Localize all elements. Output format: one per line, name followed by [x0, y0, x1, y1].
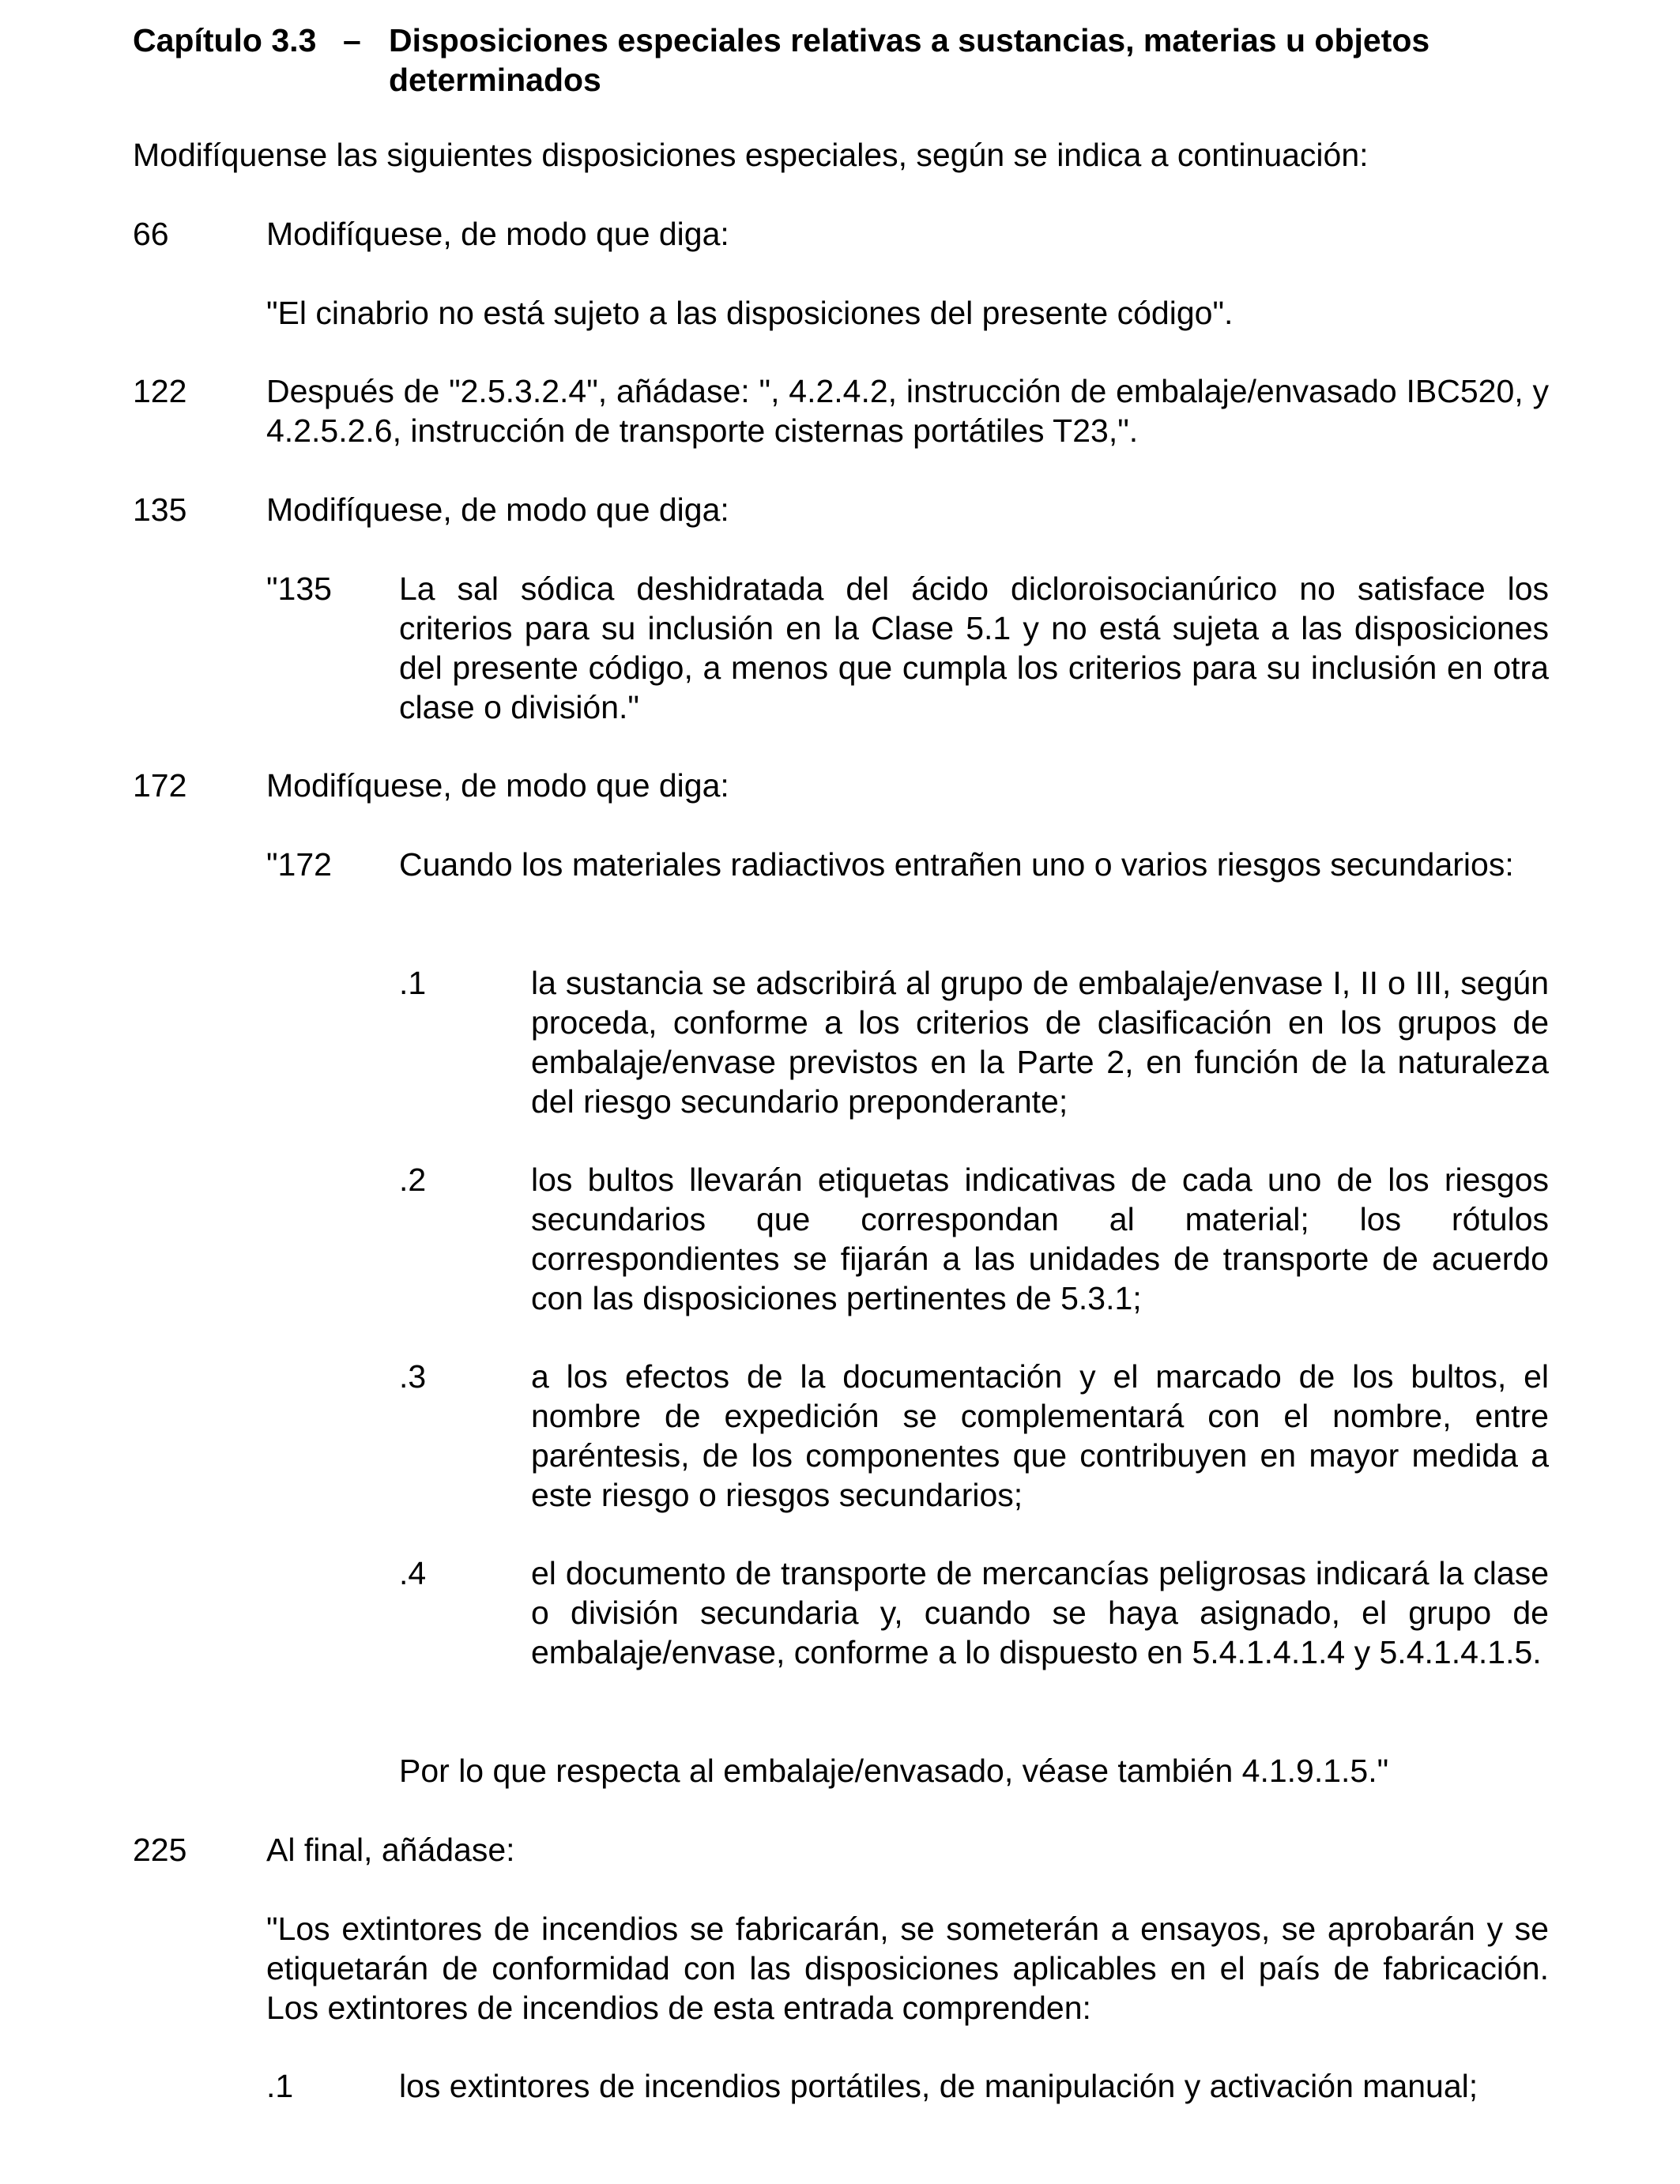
list-item-marker: .2	[399, 1162, 427, 1198]
provision-66-quote: "El cinabrio no está sujeto a las disposiciones del presente código".	[266, 295, 1234, 331]
provision-172-quote-number: "172	[266, 846, 332, 883]
provision-172-closing: Por lo que respecta al embalaje/envasado, véase también 4.1.9.1.5."	[399, 1753, 1389, 1789]
provision-172-instruction: Modifíquese, de modo que diga:	[266, 767, 729, 804]
list-item-marker: .1	[399, 965, 427, 1001]
list-item-marker: .3	[399, 1358, 427, 1395]
provision-135-quote-number: "135	[266, 570, 332, 607]
provision-225-quote: "Los extintores de incendios se fabricarán, se someterán a ensayos, se aprobarán y se etiquetarán de conformidad con las disposiciones aplicables en el país de fabricación. Los extintores de incendios de esta entrada comprenden:	[266, 1911, 1549, 2026]
provision-number-66: 66	[133, 216, 169, 252]
provision-172-quote-text: Cuando los materiales radiactivos entrañen uno o varios riesgos secundarios:	[399, 846, 1514, 883]
provision-225-instruction: Al final, añádase:	[266, 1832, 515, 1868]
heading-dash: –	[343, 22, 361, 58]
chapter-title: Disposiciones especiales relativas a sustancias, materias u objetos determinados	[389, 22, 1430, 98]
provision-135-quote-text: La sal sódica deshidratada del ácido dicloroisocianúrico no satisface los criterios para su inclusión en la Clase 5.1 y no está sujeta a las disposiciones del presente código, a menos que cumpla los criterios para su inclusión en otra clase o división."	[399, 570, 1549, 725]
chapter-number: Capítulo 3.3	[133, 22, 317, 58]
provision-number-172: 172	[133, 767, 187, 804]
list-item-text: el documento de transporte de mercancías peligrosas indicará la clase o división secundaria y, cuando se haya asignado, el grupo de embalaje/envase, conforme a lo dispuesto en 5.4.1.4.1.4 y 5.4.1.4.1.5.	[531, 1555, 1549, 1670]
intro-paragraph: Modifíquense las siguientes disposiciones especiales, según se indica a continuación:	[133, 137, 1369, 173]
provision-number-135: 135	[133, 491, 187, 528]
provision-135-instruction: Modifíquese, de modo que diga:	[266, 491, 729, 528]
list-item-marker: .4	[399, 1555, 427, 1591]
provision-number-122: 122	[133, 373, 187, 409]
list-item-text: a los efectos de la documentación y el marcado de los bultos, el nombre de expedición se complementará con el nombre, entre paréntesis, de los componentes que contribuyen en mayor medida a este riesgo o riesgos secundarios;	[531, 1358, 1549, 1513]
provision-number-225: 225	[133, 1832, 187, 1868]
list-item-text: los extintores de incendios portátiles, de manipulación y activación manual;	[399, 2068, 1478, 2104]
list-item-marker: .1	[266, 2068, 294, 2104]
list-item-text: la sustancia se adscribirá al grupo de embalaje/envase I, II o III, según proceda, conforme a los criterios de clasificación en los grupos de embalaje/envase previstos en la Parte 2, en función de la naturaleza del riesgo secundario preponderante;	[531, 965, 1549, 1120]
list-item-text: los bultos llevarán etiquetas indicativas de cada uno de los riesgos secundarios que correspondan al material; los rótulos correspondientes se fijarán a las unidades de transporte de acuerdo con las disposiciones pertinentes de 5.3.1;	[531, 1162, 1549, 1316]
provision-122-text: Después de "2.5.3.2.4", añádase: ", 4.2.4.2, instrucción de embalaje/envasado IBC520, y 4.2.5.2.6, instrucción de transporte cisternas portátiles T23,".	[266, 373, 1549, 449]
provision-66-instruction: Modifíquese, de modo que diga:	[266, 216, 729, 252]
